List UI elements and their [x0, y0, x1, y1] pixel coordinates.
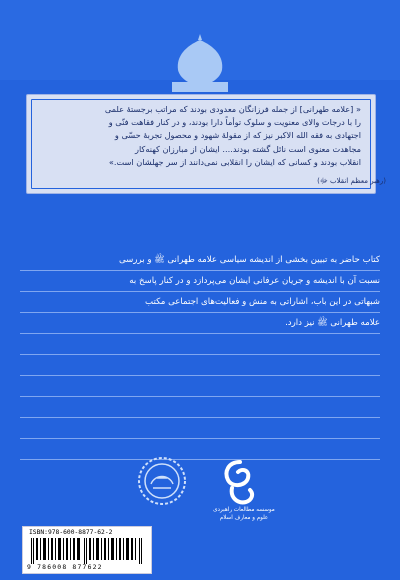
- quote-line: اجتهادی به فقه الله الاکبر نیز که از مقولهٔ شهود و محصول تجربهٔ حسّی و: [114, 130, 361, 141]
- quote-line: « [علامه طهرانی] از جمله فرزانگان معدودی بودند که مراتب برجستهٔ علمی: [104, 104, 361, 114]
- quote-source: (رهبر معظم انقلاب ﷻ): [317, 177, 386, 185]
- publisher-logo-icon: [218, 458, 262, 508]
- ruled-line: [20, 376, 380, 397]
- seal-logo-icon: [137, 456, 187, 506]
- publisher-name-line: علوم و معارف اسلام: [219, 515, 269, 521]
- barcode-digits: 9 786008 877622: [27, 563, 103, 571]
- barcode-icon: [31, 538, 143, 564]
- ruled-line: [20, 355, 380, 376]
- barcode-box: [22, 526, 152, 574]
- description-line: علامه طهرانی ﷺ نیز دارد.: [20, 313, 380, 334]
- description-line: شبهاتی در این باب، اشاراتی به منش و فعالیت‌های اجتماعی مکتب: [20, 292, 380, 313]
- ruled-line: [20, 397, 380, 418]
- quote-text: [39, 103, 361, 169]
- publisher-name-line: موسسه مطالعات راهبردی: [213, 507, 275, 513]
- quote-line: مجاهدت معنوی است نائل گشته بودند.... ایشان از مبارزان کهنه‌کار: [134, 143, 361, 154]
- dome-icon: [160, 32, 240, 92]
- description-line: نسبت آن با اندیشه و جریان عرفانی ایشان می‌پردازد و در کنار پاسخ به: [20, 271, 380, 292]
- ruled-line: [20, 418, 380, 439]
- logos-area: [0, 448, 400, 538]
- description: [20, 250, 380, 460]
- quote-line: را با درجات والای معنویت و سلوک توأماً دارا بودند، و در کنار فقاهت فنّی و: [108, 117, 361, 128]
- publisher-name: [205, 506, 283, 522]
- quote-line: انقلاب بودند و کسانی که ایشان را انقلابی نمی‌دانند از سر جهلشان است.»: [108, 156, 361, 167]
- isbn-text: ISBN:978-600-8877-62-2: [29, 529, 113, 536]
- ruled-line: [20, 334, 380, 355]
- description-line: کتاب حاضر به تبیین بخشی از اندیشه سیاسی علامه طهرانی ﷺ و بررسی: [20, 250, 380, 271]
